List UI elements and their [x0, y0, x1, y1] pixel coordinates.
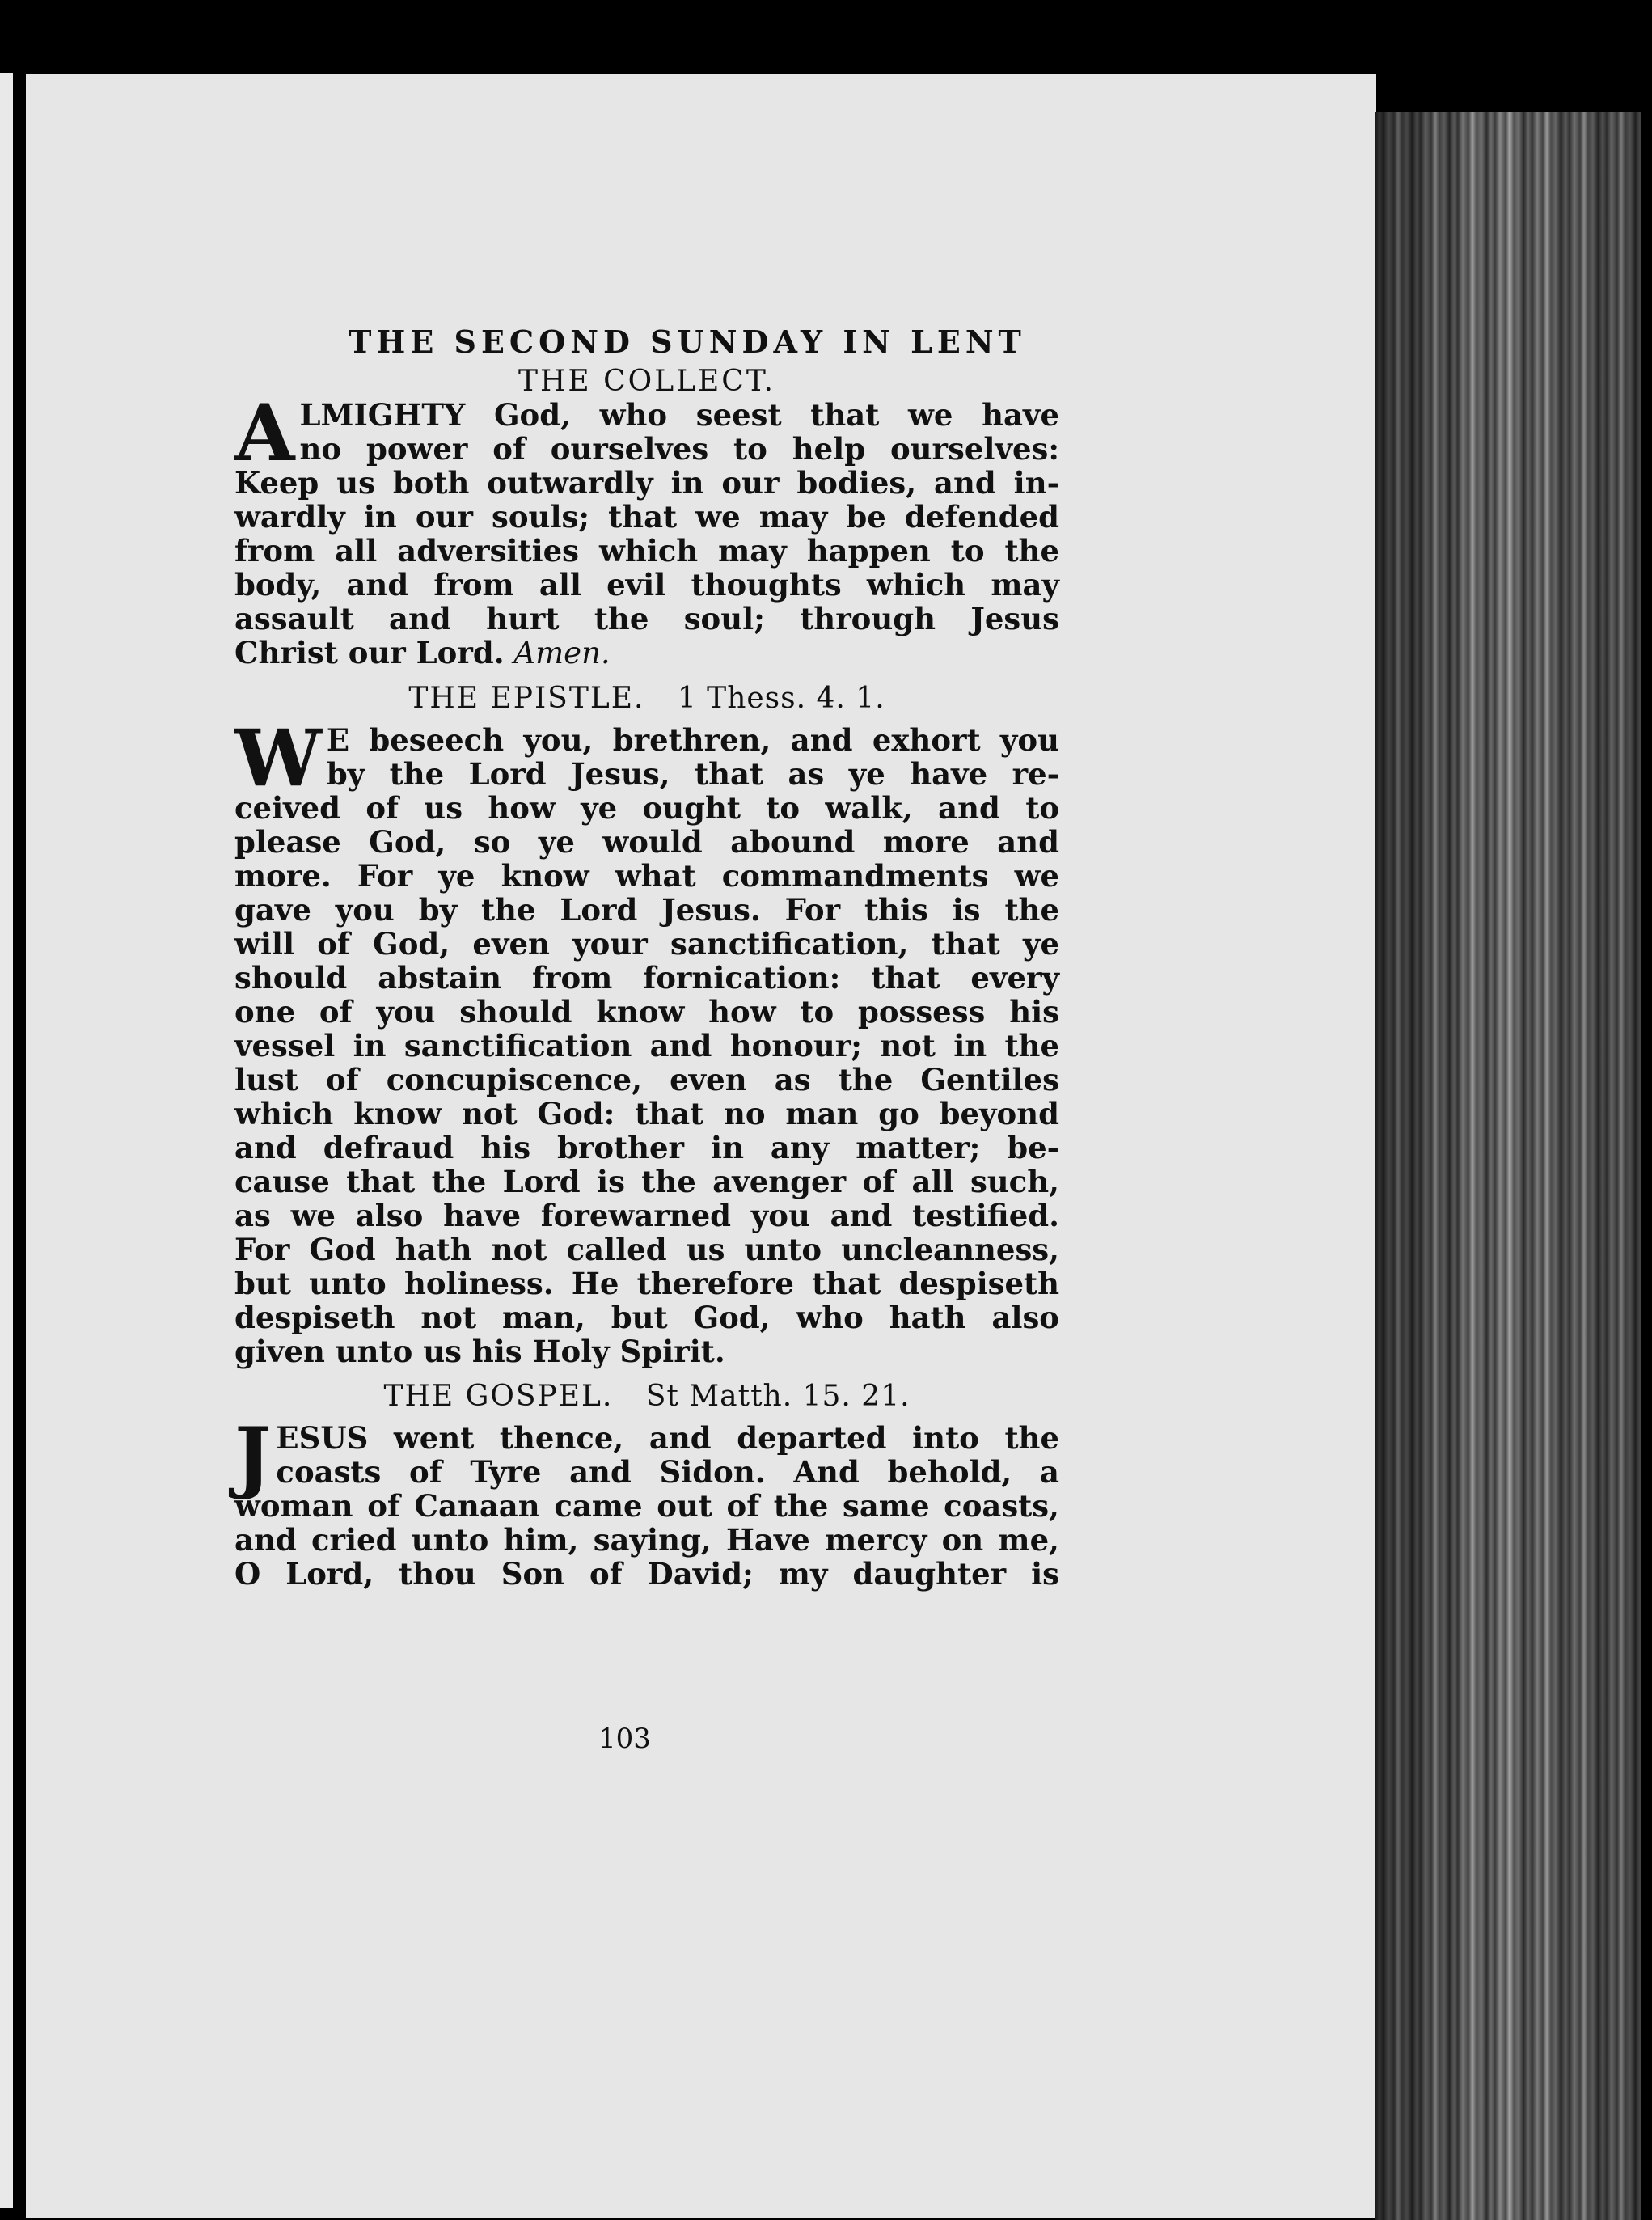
epistle-line: as we also have forewarned you and testified.: [234, 1198, 1059, 1233]
gospel-heading: THE GOSPEL.: [383, 1380, 614, 1413]
page-edges-shadow: [1375, 112, 1641, 2220]
gospel-line: O Lord, thou Son of David; my daughter is: [234, 1556, 1059, 1592]
epistle-heading: THE EPISTLE.: [408, 682, 645, 715]
epistle-line: will of God, even your sanctification, that ye: [234, 926, 1059, 962]
epistle-line: one of you should know how to possess his: [234, 994, 1059, 1030]
epistle-heading-row: [234, 682, 1059, 715]
epistle-line: For God hath not called us unto uncleanness,: [234, 1232, 1059, 1267]
collect-line: LMIGHTY God, who seest that we have: [299, 397, 1059, 433]
epistle-line: despiseth not man, but God, who hath also: [234, 1300, 1059, 1335]
collect-text: [234, 387, 1059, 670]
gospel-dropcap: J: [234, 1410, 272, 1502]
collect-line: assault and hurt the soul; through Jesus: [234, 601, 1059, 636]
epistle-line: and defraud his brother in any matter; be-: [234, 1130, 1059, 1165]
collect-line: from all adversities which may happen to the: [234, 533, 1059, 569]
epistle-line: should abstain from fornication: that every: [234, 960, 1059, 996]
collect-line: wardly in our souls; that we may be defended: [234, 499, 1059, 535]
gospel-heading-row: [234, 1380, 1059, 1413]
epistle-line: cause that the Lord is the avenger of all such,: [234, 1164, 1059, 1199]
gospel-line: woman of Canaan came out of the same coasts,: [234, 1488, 1059, 1524]
epistle-text: [234, 713, 1059, 1369]
epistle-line: more. For ye know what commandments we: [234, 858, 1059, 894]
collect-dropcap: A: [234, 387, 295, 479]
gospel-line: ESUS went thence, and departed into the: [276, 1420, 1059, 1456]
epistle-line: but unto holiness. He therefore that despiseth: [234, 1266, 1059, 1301]
epistle-line: which know not God: that no man go beyond: [234, 1096, 1059, 1131]
page-text: [234, 323, 1059, 1591]
gospel-line: coasts of Tyre and Sidon. And behold, a: [276, 1454, 1059, 1490]
gospel-line: and cried unto him, saying, Have mercy on me,: [234, 1522, 1059, 1558]
epistle-line: lust of concupiscence, even as the Gentiles: [234, 1062, 1059, 1097]
epistle-line: ceived of us how ye ought to walk, and to: [234, 790, 1059, 826]
epistle-line: please God, so ye would abound more and: [234, 824, 1059, 860]
epistle-line: gave you by the Lord Jesus. For this is the: [234, 892, 1059, 928]
collect-line: Christ our Lord. Amen.: [234, 635, 611, 670]
amen: Amen.: [504, 636, 611, 670]
gospel-reference: St Matth. 15. 21.: [645, 1380, 911, 1413]
epistle-line: by the Lord Jesus, that as ye have re-: [326, 756, 1059, 792]
page-number: 103: [598, 1723, 651, 1755]
epistle-line: given unto us his Holy Spirit.: [234, 1334, 725, 1369]
page-title: THE SECOND SUNDAY IN LENT: [349, 323, 1026, 360]
epistle-dropcap: W: [234, 713, 322, 804]
previous-page-strip: [0, 73, 13, 2208]
collect-heading: THE COLLECT.: [518, 365, 775, 398]
gospel-text: [234, 1410, 1059, 1592]
collect-line: no power of ourselves to help ourselves:: [299, 431, 1059, 467]
collect-line: body, and from all evil thoughts which may: [234, 567, 1059, 603]
epistle-reference: 1 Thess. 4. 1.: [677, 682, 885, 715]
epistle-line: vessel in sanctification and honour; not in the: [234, 1028, 1059, 1063]
epistle-line: E beseech you, brethren, and exhort you: [326, 722, 1059, 758]
collect-line: Keep us both outwardly in our bodies, and in-: [234, 465, 1059, 501]
